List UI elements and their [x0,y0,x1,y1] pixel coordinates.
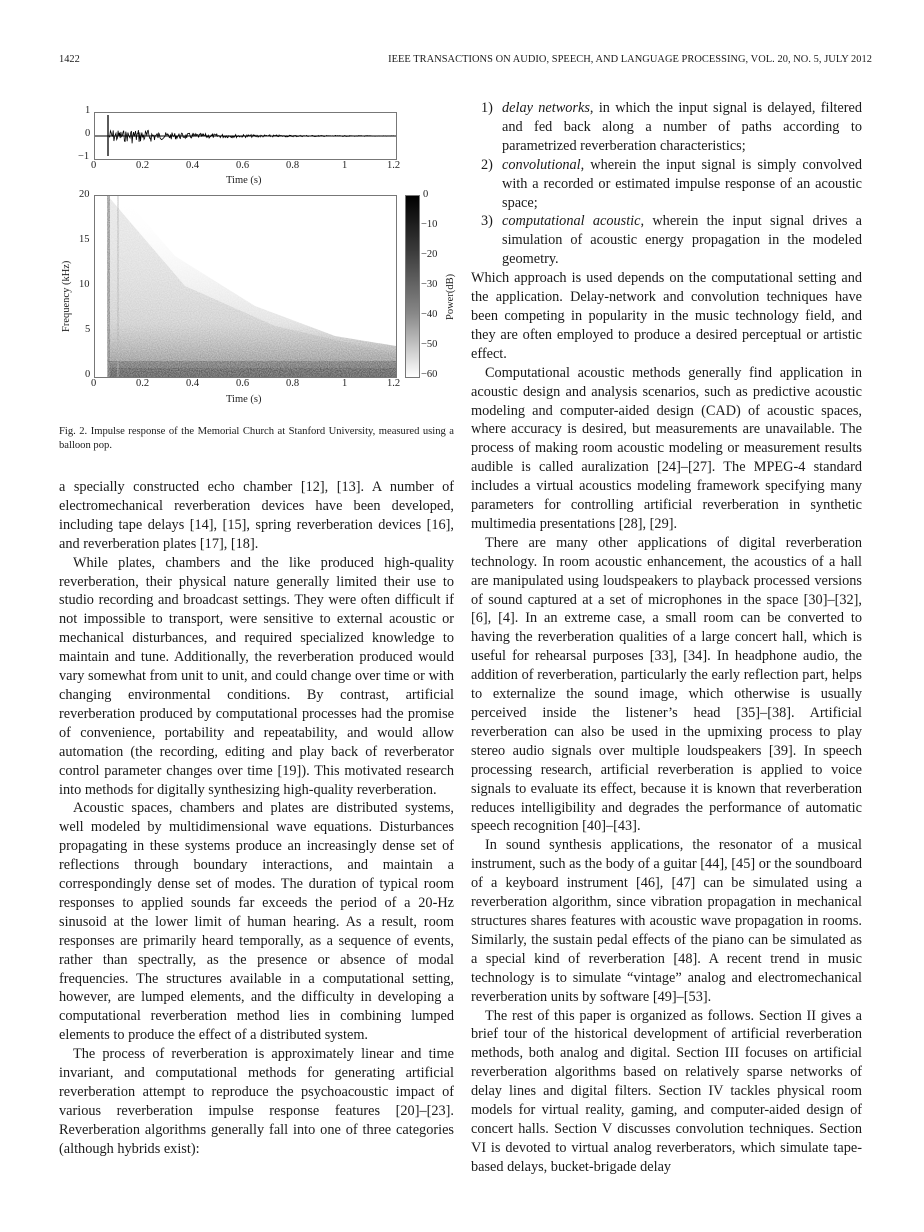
spectrogram-xtick: 0.8 [286,378,300,389]
colorbar-tick: −50 [421,339,438,350]
waveform-xtick: 0.4 [186,160,200,171]
spectrogram-ytick: 10 [79,279,90,290]
spectrogram-xtick: 0.2 [136,378,150,389]
colorbar-tick: −60 [421,369,438,380]
paragraph: While plates, chambers and the like produced high-quality reverberation, their physical nature generally limited their use to studio recording and broadcast settings. They were often difficult if not impossible to transport, were sensitive to external acoustic or mechanical disturbances, and required specialized knowledge to maintain and tune. Additionally, the reverberation produced would vary somewhat from unit to unit, and could change over time or with changing environmental conditions. By contrast, artificial reverberation produced by computational processes had the promise of convenience, portability and repeatability, and would allow automation (the recording, editing and play back of reverberator control parameter changes over time [19]). This motivated research into methods for digitally synthesizing high-quality reverberation. [59,554,454,798]
waveform-xtick: 0 [91,160,97,171]
page-number: 1422 [59,54,80,65]
list-text: , wherein the input signal drives a simulation of acoustic energy propagation in the modeled geometry. [502,213,862,268]
waveform-plot [94,112,397,160]
list-text: , in which the input signal is delayed, filtered and fed back along a number of paths according to parametrized reverberation characteristics; [502,100,862,154]
journal-title: IEEE TRANSACTIONS ON AUDIO, SPEECH, AND LANGUAGE PROCESSING, VOL. 20, NO. 5, JULY 2012 [388,54,872,65]
waveform-xtick: 1.2 [387,160,401,171]
paragraph: Acoustic spaces, chambers and plates are distributed systems, well modeled by multidimensional wave equations. Disturbances propagating in these systems produce an increasingly dense set of reflections through boundary interactions, and maintain a correspondingly dense set of modes. The duration of typical room responses to applied sounds far exceeds the period of a 20-Hz sinusoid at the lower limit of human hearing. As a result, room responses are primarily heard temporally, as a sequence of events, rather than spectrally, as the presence or absence of modal frequencies. The structures available in a computational setting, however, are lumped elements, and the difficulty in developing a computational reverberation method lies in combining lumped elements to produce the effect of a distributed system. [59,800,454,1044]
paragraph: Computational acoustic methods generally find application in acoustic design and analysis scenarios, such as predictive acoustic modeling and computer-aided design (CAD) of acoustic spaces, where accuracy is desired, but measurements are unavailable. The process of making room acoustic modeling or measurement results audible is called auralization [24]–[27]. The MPEG-4 standard includes a virtual acoustics modeling framework specifying many parameters for controlling artificial reverberation in synthetic multimedia presentations [28], [29]. [471,364,862,532]
list-item [471,156,862,213]
figure-caption: Fig. 2. Impulse response of the Memorial Church at Stanford University, measured using a balloon pop. [59,426,454,452]
waveform-xtick: 1 [342,160,348,171]
waveform-trace [95,113,396,159]
paragraph: a specially constructed echo chamber [12], [13]. A number of electromechanical reverberation devices have been developed, including tape delays [14], [15], spring reverberation devices [16], and reverberation plates [17], [18]. [59,479,454,552]
colorbar [405,195,420,378]
paragraph: In sound synthesis applications, the resonator of a musical instrument, such as the body of a guitar [44], [45] or the soundboard of a keyboard instrument [46], [47] can be simulated using a reverberation algorithm, since vibration propagation in mechanical structures shares features with acoustic wave propagation in rooms. Similarly, the sustain pedal effects of the piano can be simulated as a special kind of reverberation [48]. A recent trend in music technology is to simulate “vintage” analog and electromechanical reverberation units by software [49]–[53]. [471,837,862,1005]
waveform-ytick: 0 [85,128,91,139]
waveform-ytick: −1 [78,151,90,162]
list-text: , wherein the input signal is simply convolved with a recorded or estimated impulse response of an acoustic space; [502,156,862,211]
waveform-ytick: 1 [85,105,91,116]
figure-2 [59,100,459,410]
list-number: 1) [481,100,493,116]
spectrogram-xtick: 1.2 [387,378,401,389]
spectrogram-image [95,196,396,377]
spectrogram-xtick: 0.4 [186,378,200,389]
waveform-xtick: 0.6 [236,160,250,171]
colorbar-tick: −40 [421,309,438,320]
spectrogram-ylabel: Frequency (kHz) [61,260,72,332]
list-item [471,212,862,269]
waveform-xtick: 0.2 [136,160,150,171]
paragraph: The rest of this paper is organized as follows. Section II gives a brief tour of the historical development of artificial reverberation methods, both analog and digital. Section III focuses on artificial reverberation algorithms based on relatively sparse networks of delay lines and digital filters. Section IV tackles physical room models for virtual reality, gaming, and computer-aided design of concert halls. Section V discusses convolution techniques. Section VI is devoted to virtual analog reverberators, which simulate tape-based delays, bucket-brigade delay [471,1007,862,1175]
spectrogram-xtick: 0 [91,378,97,389]
right-column [471,99,862,1177]
colorbar-tick: −20 [421,249,438,260]
paragraph: There are many other applications of digital reverberation technology. In room acoustic enhancement, the acoustics of a hall are manipulated using loudspeakers to playback processed versions of sound captured at a set of microphones in the space [30]–[32], [6], [4]. In an extreme case, a small room can be converted to having the reverberation qualities of a large concert hall, which is useful for rehearsal purposes [33], [34]. In headphone audio, the addition of reverberation, particularly the early reflection part, helps to externalize the sound image, which otherwise is usually perceived inside the listener’s head [35]–[38]. Artificial reverberation can also be used in the upmixing process to play stereo audio signals over multiple loudspeakers [39]. In speech processing research, artificial reverberation is applied to voice signals to evaluate its effect, because it is known that reverberation reduces intelligibility and degrades the performance of automatic speech recognition [40]–[43]. [471,534,862,835]
colorbar-label: Power(dB) [445,273,456,320]
list-term: delay networks [502,100,590,116]
spectrogram-ytick: 15 [79,234,90,245]
colorbar-tick: 0 [423,189,429,200]
list-item [471,99,862,156]
list-number: 3) [481,213,493,230]
spectrogram-ytick: 0 [85,369,91,380]
paragraph: Which approach is used depends on the computational setting and the application. Delay-network and convolution techniques have been competing in popularity in the music technology field, and they are often employed to produce a desired perceptual or artistic effect. [471,270,862,362]
spectrogram-plot [94,195,397,378]
spectrogram-xtick: 0.6 [236,378,250,389]
list-number: 2) [481,156,493,173]
left-column [59,478,454,1159]
paragraph: The process of reverberation is approximately linear and time invariant, and computational methods for generating artificial reverberation attempt to reproduce the psychoacoustic impact of various reverberation impulse response features [20]–[23]. Reverberation algorithms generally fall into one of three categories (although hybrids exist): [59,1046,454,1157]
waveform-xtick: 0.8 [286,160,300,171]
spectrogram-xlabel: Time (s) [226,394,262,405]
waveform-xlabel: Time (s) [226,175,262,186]
spectrogram-ytick: 20 [79,189,90,200]
list-term: computational acoustic [502,213,641,230]
list-term: convolutional [502,156,581,173]
spectrogram-xtick: 1 [342,378,348,389]
colorbar-tick: −30 [421,279,438,290]
colorbar-tick: −10 [421,219,438,230]
spectrogram-ytick: 5 [85,324,91,335]
